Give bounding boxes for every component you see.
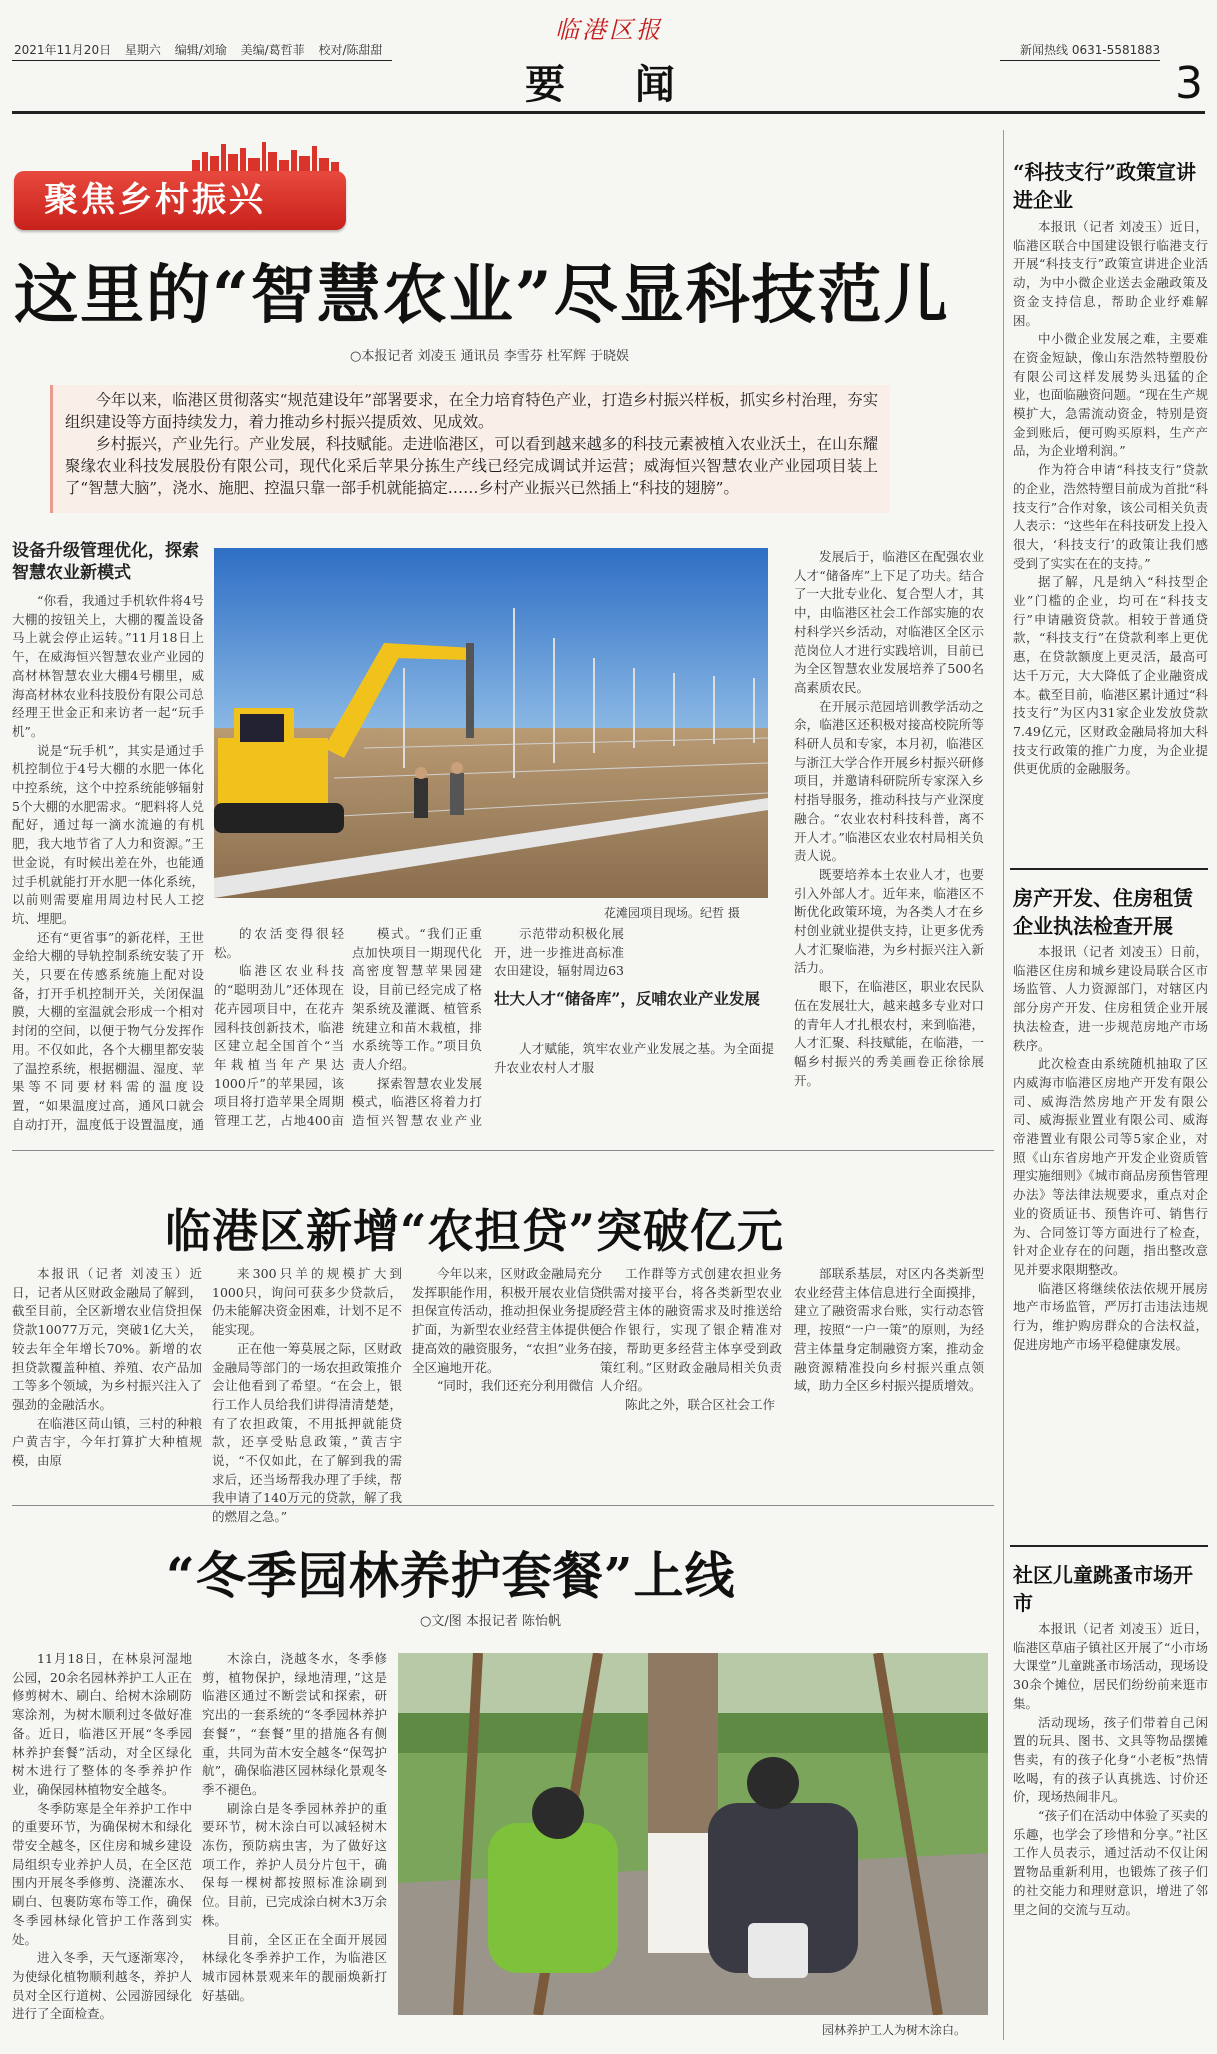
body-paragraph: 目前，全区正在全面开展园林绿化冬季养护工作，为临港区城市园林景观来年的靓丽焕新打好基础。 — [202, 1931, 387, 2003]
skyline-icon — [190, 138, 340, 174]
article2-top-rule — [12, 1150, 994, 1151]
editor-credit: 编辑/刘瑜 — [174, 43, 227, 57]
body-paragraph: 陈此之外，联合区社会工作 — [625, 1396, 776, 1412]
body-paragraph: 据了解，凡是纳入“科技型企业”门槛的企业，均可在“科技支行”申请融资贷款。相较于普通贷款，“科技支行”在贷款利率上更优惠，在贷款额度上更灵活，最高可达千万元，大大降低了企业融资成本。截至目前，临港区累计通过“科技支行”为区内31家企业发放贷款7.49亿元，区财政金融局将加大科技支行政策的推广力度，为企业提供更优质的金融服务。 — [1013, 574, 1208, 777]
body-paragraph: 还有“更省事”的新花样，王世金给大棚的导轨控制系统安装了开关，只要在传感系统施上配对设备，打开手机控制开关，关闭保温膜，大棚的室温就会形成一个相对封闭的空间，以便于物气分发挥作用。不仅如此，各个大棚里都安装了温控系统，根据棚温、湿度、苹果等不同要材料需的温度设置，“如果温度过高，通风口就会自动打开，温度低于设置温度，通 — [12, 929, 204, 1132]
article3-photo — [398, 1653, 988, 2015]
body-paragraph: 正在他一筹莫展之际，区财政金融局等部门的一场农担政策推介会让他看到了希望。“在会上，银行工作人员给我们讲得清清楚楚，有了农担政策，不用抵押就能贷款，还享受贴息政策，”黄吉宇说，“不仅如此，在了解到我的需求后，还当场帮我办理了手续，帮我申请了140万元的贷款，解了我的燃眉之急。” — [212, 1340, 402, 1525]
body-paragraph: 来300只羊的规模扩大到1000只，询问可获多少贷款后，仍未能解决资金困难，计划不足不能实现。 — [212, 1266, 402, 1338]
section-title: 要 闻 — [525, 61, 703, 108]
article1-photo — [214, 548, 768, 898]
sidebar-divider — [1003, 130, 1004, 2040]
sidebar3-title: 社区儿童跳蚤市场开市 — [1013, 1563, 1193, 1615]
article1-headline: 这里的“智慧农业”尽显科技范儿 — [14, 258, 950, 333]
article3-column2 — [202, 1650, 387, 2045]
sidebar1-title: “科技支行”政策宣讲进企业 — [1013, 160, 1197, 212]
article1-photo-caption: 花滩园项目现场。纪哲 摄 — [604, 906, 740, 920]
tree-whitewash-image — [398, 1653, 988, 2015]
body-paragraph: 部联系基层，对区内各类新型农业经营主体信息进行全面摸排，建立了融资需求台账，实行动态管理，按照“一户一策”的原则，为经营主体量身定制融资方案，推动金融资源精准投向乡村振兴重点领域，助力全区乡村振兴提质增效。 — [794, 1266, 984, 1394]
header-rule-left — [12, 60, 392, 61]
lead-paragraph: 今年以来，临港区贯彻落实“规范建设年”部署要求，在全力培育特色产业，打造乡村振兴样板，抓实乡村治理，夯实组织建设等方面持续发力，着力推动乡村振兴提质效、见成效。 — [65, 391, 878, 431]
article1-column4 — [494, 925, 624, 981]
body-paragraph: 木涂白，浇越冬水，冬季修剪，植物保护，绿地清理，”这是临港区通过不断尝试和探索，研究出的一套系统的“冬季园林养护套餐”，“套餐”里的措施各有侧重，共同为苗木安全越冬“保驾护航”，确保临港区园林绿化景观冬季不褪色。 — [202, 1651, 387, 1797]
body-paragraph: 既要培养本土农业人才，也要引入外部人才。近年来，临港区不断优化政策环境，为各类人才在乡村创业就业提供支持，让更多优秀人才汇聚临港，为乡村振兴注入新活力。 — [794, 866, 984, 976]
article1-subhead1: 设备升级管理优化，探索智慧农业新模式 — [12, 541, 199, 583]
article2-column1 — [12, 1265, 202, 1525]
proofreader-credit: 校对/陈甜甜 — [318, 43, 383, 57]
article3-byline: ○文/图 本报记者 陈怡帆 — [420, 1614, 561, 1629]
article3-photo-caption: 园林养护工人为树木涂白。 — [822, 2023, 967, 2037]
body-paragraph: 11月18日，在林泉河湿地公园，20余名园林养护工人正在修剪树木、刷白、给树木涂刷防寒涂剂，为树木顺利过冬做好准备。近日，临港区开展“冬季园林养护套餐”活动，对全区绿化树木进行了整体的冬季养护作业，确保园林植物安全越冬。 — [12, 1651, 192, 1797]
sidebar1-rule — [1010, 868, 1208, 870]
body-paragraph: 刷涂白是冬季园林养护的重要环节，树木涂白可以减轻树木冻伤，预防病虫害，为了做好这项工作，养护人员分片包干，确保每一棵树都按照标准涂刷到位。目前，已完成涂白树木3万余株。 — [202, 1800, 387, 1928]
article2-column3 — [412, 1265, 602, 1525]
body-paragraph: 冬季防寒是全年养护工作中的重要环节，为确保树木和绿化带安全越冬，区住房和城乡建设局组织专业养护人员，在全区范围内开展冬季修剪、浇灌冻水、刷白、包裹防寒布等工作，确保冬季园林绿化管护工作落到实处。 — [12, 1800, 192, 1947]
sidebar3-body — [1013, 1620, 1208, 2045]
body-paragraph: 临港区将继续依法依规开展房地产市场监管，严厉打击违法违规行为，维护购房群众的合法权益，促进房地产市场平稳健康发展。 — [1013, 1280, 1208, 1352]
article1-column2 — [214, 925, 344, 1130]
lead-paragraph: 乡村振兴，产业先行。产业发展，科技赋能。走进临港区，可以看到越来越多的科技元素被植入农业沃土，在山东耀聚缘农业科技发展股份有限公司，现代化采后苹果分拣生产线已经完成调试并运营；威海恒兴智慧农业产业园项目装上了“智慧大脑”，浇水、施肥、控温只靠一部手机就能搞定……乡村产业振兴已然插上“科技的翅膀”。 — [65, 435, 878, 497]
header-divider — [12, 111, 1205, 114]
body-paragraph: 在开展示范园培训教学活动之余，临港区还积极对接高校院所等科研人员和专家，本月初，临港区与浙江大学合作开展乡村振兴研修项目，并邀请科研院所专家深入乡村指导服务，推动科技与产业深度融合。“农业农村科技科普，离不开人才。”临港区农业农村局相关负责人说。 — [794, 698, 984, 864]
body-paragraph: 探索智慧农业发展模式，临港区将着力打造恒兴智慧农业产业 — [352, 1075, 482, 1129]
body-paragraph: 在临港区苘山镇，三村的种粮户黄吉宇，今年打算扩大种植规模，由原 — [12, 1415, 202, 1469]
page-number: 3 — [1175, 58, 1203, 109]
article3-column1 — [12, 1650, 192, 2045]
article1-column1 — [12, 592, 204, 1132]
sidebar2-title: 房产开发、住房租赁企业执法检查开展 — [1013, 886, 1193, 938]
news-hotline: 新闻热线 0631-5581883 — [1020, 43, 1161, 57]
article1-byline: ○本报记者 刘凌玉 通讯员 李雪芬 杜军辉 于晓娱 — [350, 349, 630, 364]
body-paragraph: “你看，我通过手机软件将4号大棚的按钮关上，大棚的覆盖设备马上就会停止运转。”11月18日上午，在威海恒兴智慧农业产业园的高材林智慧农业大棚4号棚里，威海高材林农业科技股份有限公司总经理王世金正和来访者一起“玩手机”。 — [12, 593, 204, 739]
body-paragraph: 本报讯（记者 刘凌玉）近日，临港区草庙子镇社区开展了“小市场大课堂”儿童跳蚤市场活动，现场设30余个摊位，居民们纷纷前来逛市集。 — [1013, 1621, 1208, 1711]
article3-headline: “冬季园林养护套餐”上线 — [166, 1546, 736, 1605]
body-paragraph: 发展后于，临港区在配强农业人才“储备库”上下足了功夫。结合了一大批专业化、复合型人才，其中，由临港区社会工作部实施的农村科学兴乡活动，对临港区全区示范岗位人才进行实践培训，目前已为全区智慧农业发展培养了500名高素质农民。 — [794, 549, 984, 695]
article1-column3 — [352, 925, 482, 1130]
issue-weekday: 星期六 — [124, 43, 161, 57]
article1-lead — [50, 385, 890, 513]
body-paragraph: 今年以来，区财政金融局充分发挥职能作用，积极开展农业信贷担保宣传活动，推动担保业务提质扩面，为新型农业经营主体提供便捷高效的融资服务，“农担”业务在全区遍地开花。 — [412, 1266, 602, 1375]
body-paragraph: 进入冬季，天气逐渐寒冷，为使绿化植物顺利越冬，养护人员对全区行道树、公园游园绿化进行了全面检查。 — [12, 1950, 192, 2022]
body-paragraph: 人才赋能，筑牢农业产业发展之基。为全面提升农业农村人才服 — [494, 1041, 774, 1075]
sidebar2-rule — [1010, 1545, 1208, 1547]
body-paragraph: 的农活变得很轻松。 — [214, 926, 344, 960]
article2-column4 — [600, 1265, 782, 1525]
body-paragraph: 说是“玩手机”，其实是通过手机控制位于4号大棚的水肥一体化中控系统，这个中控系统能够辐射5个大棚的水肥需求。“肥料将人兑配好，通过每一滴水流遍的有机肥，我大地节省了人力和资源。”王世金说，有时候出差在外，也能通过手机就能打开水肥一体化系统，以前则需要雇用周边村民人工挖坑、埋肥。 — [12, 742, 204, 926]
body-paragraph: 此次检查由系统随机抽取了区内威海市临港区房地产开发有限公司、威海浩然房地产开发有限公司、威海振业置业有限公司、威海帝港置业有限公司等5家企业，对照《山东省房地产开发企业资质管理实施细则》《城市商品房预售管理办法》等法律法规要求，重点对企业的资质证书、预售许可、销售行为、合同签订等方面进行了检查，针对企业存在的问题，指出整改意见并要求限期整改。 — [1013, 1056, 1208, 1277]
issue-date: 2021年11月20日 — [14, 43, 112, 57]
body-paragraph: 眼下，在临港区，职业农民队伍在发展壮大，越来越多专业对口的青年人才扎根农村，来到临港，人才汇聚、科技赋能，在临港，一幅乡村振兴的秀美画卷正徐徐展开。 — [794, 979, 984, 1088]
article1-column5 — [794, 548, 984, 1133]
article2-column5 — [794, 1265, 984, 1525]
body-paragraph: 本报讯（记者 刘凌玉）近日，记者从区财政金融局了解到，截至目前，全区新增农业信贷担保贷款10077万元，突破1亿大关，较去年全年增长70%。新增的农担贷款覆盖种植、养殖、农产品加工等多个领域，为乡村振兴注入了强劲的金融活水。 — [12, 1266, 202, 1412]
sidebar2-body — [1013, 943, 1208, 1538]
excavator-orchard-image — [214, 548, 768, 898]
body-paragraph: 作为符合申请“科技支行”贷款的企业，浩然特塑目前成为首批“科技支行”合作对象，该公司相关负责人表示：“这些年在科技研发上投入很大，‘科技支行’的政策让我们感受到了实实在在的支持。” — [1013, 462, 1208, 571]
article2-column2 — [212, 1265, 402, 1525]
body-paragraph: 模式。“我们正重点加快项目一期现代化高密度智慧苹果园建设，目前已经完成了格架系统及灌溉、植管系统建立和苗木栽植，排水系统等工作。”项目负责人介绍。 — [352, 926, 482, 1072]
body-paragraph: 工作群等方式创建农担业务供需对接平台，将各类新型农业经营主体的融资需求及时推送给合作银行，实现了银企精准对接，帮助更多经营主体享受到政策红利。”区财政金融局相关负责人介绍。 — [600, 1266, 782, 1394]
sidebar1-body — [1013, 218, 1208, 863]
body-paragraph: 本报讯（记者 刘凌玉）日前，临港区住房和城乡建设局联合区市场监管、人力资源部门，对辖区内部分房产开发、住房租赁企业开展执法检查，进一步规范房地产市场秩序。 — [1013, 944, 1208, 1053]
body-paragraph: 活动现场，孩子们带着自己闲置的玩具、图书、文具等物品摆摊售卖，有的孩子化身“小老板”热情吆喝，有的孩子认真挑选、讨价还价，现场热闹非凡。 — [1013, 1714, 1208, 1805]
article1-subhead2: 壮大人才“储备库”，反哺农业产业发展 — [494, 989, 760, 1008]
article3-top-rule — [12, 1505, 994, 1506]
header-meta — [14, 41, 393, 58]
article1-column4b — [494, 1040, 774, 1130]
designer-credit: 美编/葛哲菲 — [240, 43, 305, 57]
body-paragraph: 本报讯（记者 刘凌玉）近日，临港区联合中国建设银行临港支行开展“科技支行”政策宣讲进企业活动，为中小微企业送去金融政策及资金支持信息，帮助企业纾难解困。 — [1013, 219, 1208, 328]
body-paragraph: 临港区农业科技的“聪明劲儿”还体现在花卉园项目中，在花卉园科技创新技术，临港区建立起全国首个“当年栽植当年产果达1000斤”的苹果园，该项目将打造苹果全周期管理工艺，占地400亩 — [214, 963, 344, 1129]
masthead-logo: 临港区报 — [555, 16, 663, 44]
section-banner: 聚焦乡村振兴 — [14, 171, 346, 230]
body-paragraph: “孩子们在活动中体验了买卖的乐趣，也学会了珍惜和分享。”社区工作人员表示，通过活动不仅让闲置物品重新利用，也锻炼了孩子们的社交能力和理财意识，增进了邻里之间的交流与互动。 — [1013, 1808, 1208, 1917]
body-paragraph: 示范带动积极化展开，进一步推进高标准农田建设，辐射周边63 — [494, 926, 624, 979]
body-paragraph: “同时，我们还充分利用微信 — [437, 1378, 594, 1394]
article2-headline: 临港区新增“农担贷”突破亿元 — [165, 1204, 784, 1258]
header-rule-right — [1000, 60, 1160, 61]
body-paragraph: 中小微企业发展之难，主要难在资金短缺，像山东浩然特塑股份有限公司这样发展势头迅猛的企业，也面临融资问题。“现在生产规模扩大，急需流动资金，特别是资金到账后，便可购买原料，生产产品，为企业增利润。” — [1013, 331, 1208, 459]
